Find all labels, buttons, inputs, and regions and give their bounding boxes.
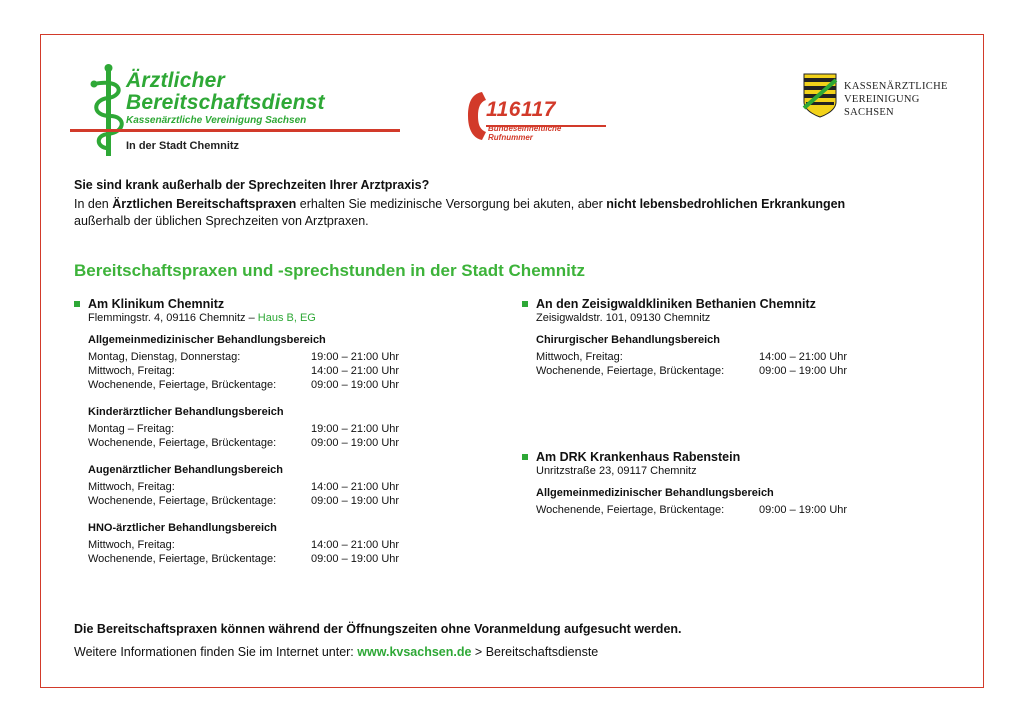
hours-row bbox=[88, 552, 494, 566]
footer-notice: Die Bereitschaftspraxen können während der Öffnungszeiten ohne Voranmeldung aufgesucht werden. bbox=[74, 622, 682, 636]
hours-label: Wochenende, Feiertage, Brückentage: bbox=[88, 437, 277, 449]
hours-time: 09:00 – 19:00 Uhr bbox=[311, 437, 400, 449]
location-heading bbox=[522, 450, 942, 464]
logo-subtitle: Kassenärztliche Vereinigung Sachsen bbox=[126, 115, 307, 126]
location-heading bbox=[74, 297, 494, 311]
care-area-title: HNO-ärztlicher Behandlungsbereich bbox=[88, 522, 277, 534]
hours-label: Montag – Freitag: bbox=[88, 423, 175, 435]
hours-time: 14:00 – 21:00 Uhr bbox=[311, 365, 400, 377]
intro-bold-part1: Ärztlichen Bereitschaftspraxen bbox=[112, 197, 297, 211]
hours-label: Montag, Dienstag, Donnerstag: bbox=[88, 351, 241, 363]
hours-label: Mittwoch, Freitag: bbox=[536, 351, 623, 363]
hours-time: 19:00 – 21:00 Uhr bbox=[311, 351, 400, 363]
hours-label: Wochenende, Feiertage, Brückentage: bbox=[536, 365, 725, 377]
kvsachsen-link[interactable]: www.kvsachsen.de bbox=[357, 645, 472, 659]
care-area-block bbox=[74, 464, 494, 508]
hours-row bbox=[536, 364, 942, 378]
hours-label: Mittwoch, Freitag: bbox=[88, 481, 175, 493]
hours-row bbox=[88, 494, 494, 508]
kv-sachsen-name bbox=[844, 80, 948, 119]
hotline-caption bbox=[488, 124, 561, 142]
hours-time: 09:00 – 19:00 Uhr bbox=[311, 495, 400, 507]
hotline-number: 116117 bbox=[486, 98, 556, 121]
footer-info bbox=[74, 645, 954, 659]
bullet-square-icon bbox=[74, 301, 80, 307]
footer-info-suffix: > Bereitschaftsdienste bbox=[471, 645, 599, 659]
kv-line2: VEREINIGUNG bbox=[844, 94, 920, 105]
kv-line1: KASSENÄRZTLICHE bbox=[844, 81, 948, 92]
care-area-title: Allgemeinmedizinischer Behandlungsbereich bbox=[88, 334, 326, 346]
care-area-block bbox=[522, 487, 942, 517]
logo-title-line1: Ärztlicher bbox=[126, 69, 225, 92]
location-name: Am DRK Krankenhaus Rabenstein bbox=[536, 450, 741, 464]
hotline-caption-line2: Rufnummer bbox=[488, 133, 533, 142]
hours-time: 09:00 – 19:00 Uhr bbox=[759, 365, 848, 377]
footer-info-prefix: Weitere Informationen finden Sie im Internet unter: bbox=[74, 645, 358, 659]
hours-label: Wochenende, Feiertage, Brückentage: bbox=[88, 553, 277, 565]
logo-divider bbox=[70, 129, 400, 132]
location-name: An den Zeisigwaldkliniken Bethanien Chemnitz bbox=[536, 297, 816, 311]
intro-text-part1: In den bbox=[74, 197, 113, 211]
footer bbox=[74, 622, 954, 659]
intro-text-part3: außerhalb der üblichen Sprechzeiten von Arztpraxen. bbox=[74, 214, 369, 228]
care-area-block bbox=[74, 406, 494, 450]
hours-time: 09:00 – 19:00 Uhr bbox=[759, 504, 848, 516]
intro-question: Sie sind krank außerhalb der Sprechzeiten Ihrer Arztpraxis? bbox=[74, 178, 430, 192]
intro-text bbox=[74, 177, 974, 230]
logo-title-line2: Bereitschaftsdienst bbox=[126, 91, 325, 114]
hours-label: Mittwoch, Freitag: bbox=[88, 365, 175, 377]
bullet-square-icon bbox=[522, 301, 528, 307]
hours-row bbox=[88, 436, 494, 450]
hours-time: 19:00 – 21:00 Uhr bbox=[311, 423, 400, 435]
hours-time: 14:00 – 21:00 Uhr bbox=[759, 351, 848, 363]
location-klinikum bbox=[74, 297, 494, 566]
hours-row bbox=[88, 350, 494, 364]
bullet-square-icon bbox=[522, 454, 528, 460]
section-title: Bereitschaftspraxen und -sprechstunden in der Stadt Chemnitz bbox=[74, 261, 586, 280]
logo-city: In der Stadt Chemnitz bbox=[126, 140, 240, 152]
care-area-block bbox=[74, 334, 494, 392]
hours-time: 09:00 – 19:00 Uhr bbox=[311, 553, 400, 565]
hours-row bbox=[536, 350, 942, 364]
hotline-logo bbox=[466, 86, 616, 152]
location-address: Zeisigwaldstr. 101, 09130 Chemnitz bbox=[536, 312, 711, 324]
care-area-title: Allgemeinmedizinischer Behandlungsbereich bbox=[536, 487, 774, 499]
hours-label: Wochenende, Feiertage, Brückentage: bbox=[88, 379, 277, 391]
hours-label: Mittwoch, Freitag: bbox=[88, 539, 175, 551]
hours-row bbox=[88, 422, 494, 436]
hours-row bbox=[536, 503, 942, 517]
hours-time: 14:00 – 21:00 Uhr bbox=[311, 539, 400, 551]
hours-row bbox=[88, 378, 494, 392]
hours-row bbox=[88, 480, 494, 494]
location-drk bbox=[522, 450, 942, 517]
hours-time: 09:00 – 19:00 Uhr bbox=[311, 379, 400, 391]
kv-sachsen-logo bbox=[802, 72, 972, 132]
care-area-title: Kinderärztlicher Behandlungsbereich bbox=[88, 406, 284, 418]
kv-line3: SACHSEN bbox=[844, 107, 894, 118]
location-address bbox=[74, 312, 494, 324]
intro-text-part2: erhalten Sie medizinische Versorgung bei akuten, aber bbox=[296, 197, 607, 211]
location-heading bbox=[522, 297, 942, 311]
address-text: Flemmingstr. 4, 09116 Chemnitz – bbox=[88, 312, 258, 324]
care-area-block bbox=[522, 334, 942, 378]
address-highlight: Haus B, EG bbox=[257, 312, 316, 324]
hours-row bbox=[88, 538, 494, 552]
intro-bold-part2: nicht lebensbedrohlichen Erkrankungen bbox=[606, 197, 846, 211]
care-area-title: Chirurgischer Behandlungsbereich bbox=[536, 334, 720, 346]
bereitschaftsdienst-logo bbox=[70, 64, 410, 160]
saxony-coat-of-arms-icon bbox=[802, 72, 838, 118]
location-name: Am Klinikum Chemnitz bbox=[88, 297, 225, 311]
location-bethanien bbox=[522, 297, 942, 378]
care-area-block bbox=[74, 522, 494, 566]
care-area-title: Augenärztlicher Behandlungsbereich bbox=[88, 464, 283, 476]
hours-label: Wochenende, Feiertage, Brückentage: bbox=[88, 495, 277, 507]
hours-row bbox=[88, 364, 494, 378]
location-address: Unritzstraße 23, 09117 Chemnitz bbox=[536, 465, 697, 477]
hotline-caption-line1: Bundeseinheitliche bbox=[488, 124, 562, 133]
hours-label: Wochenende, Feiertage, Brückentage: bbox=[536, 504, 725, 516]
hours-time: 14:00 – 21:00 Uhr bbox=[311, 481, 400, 493]
